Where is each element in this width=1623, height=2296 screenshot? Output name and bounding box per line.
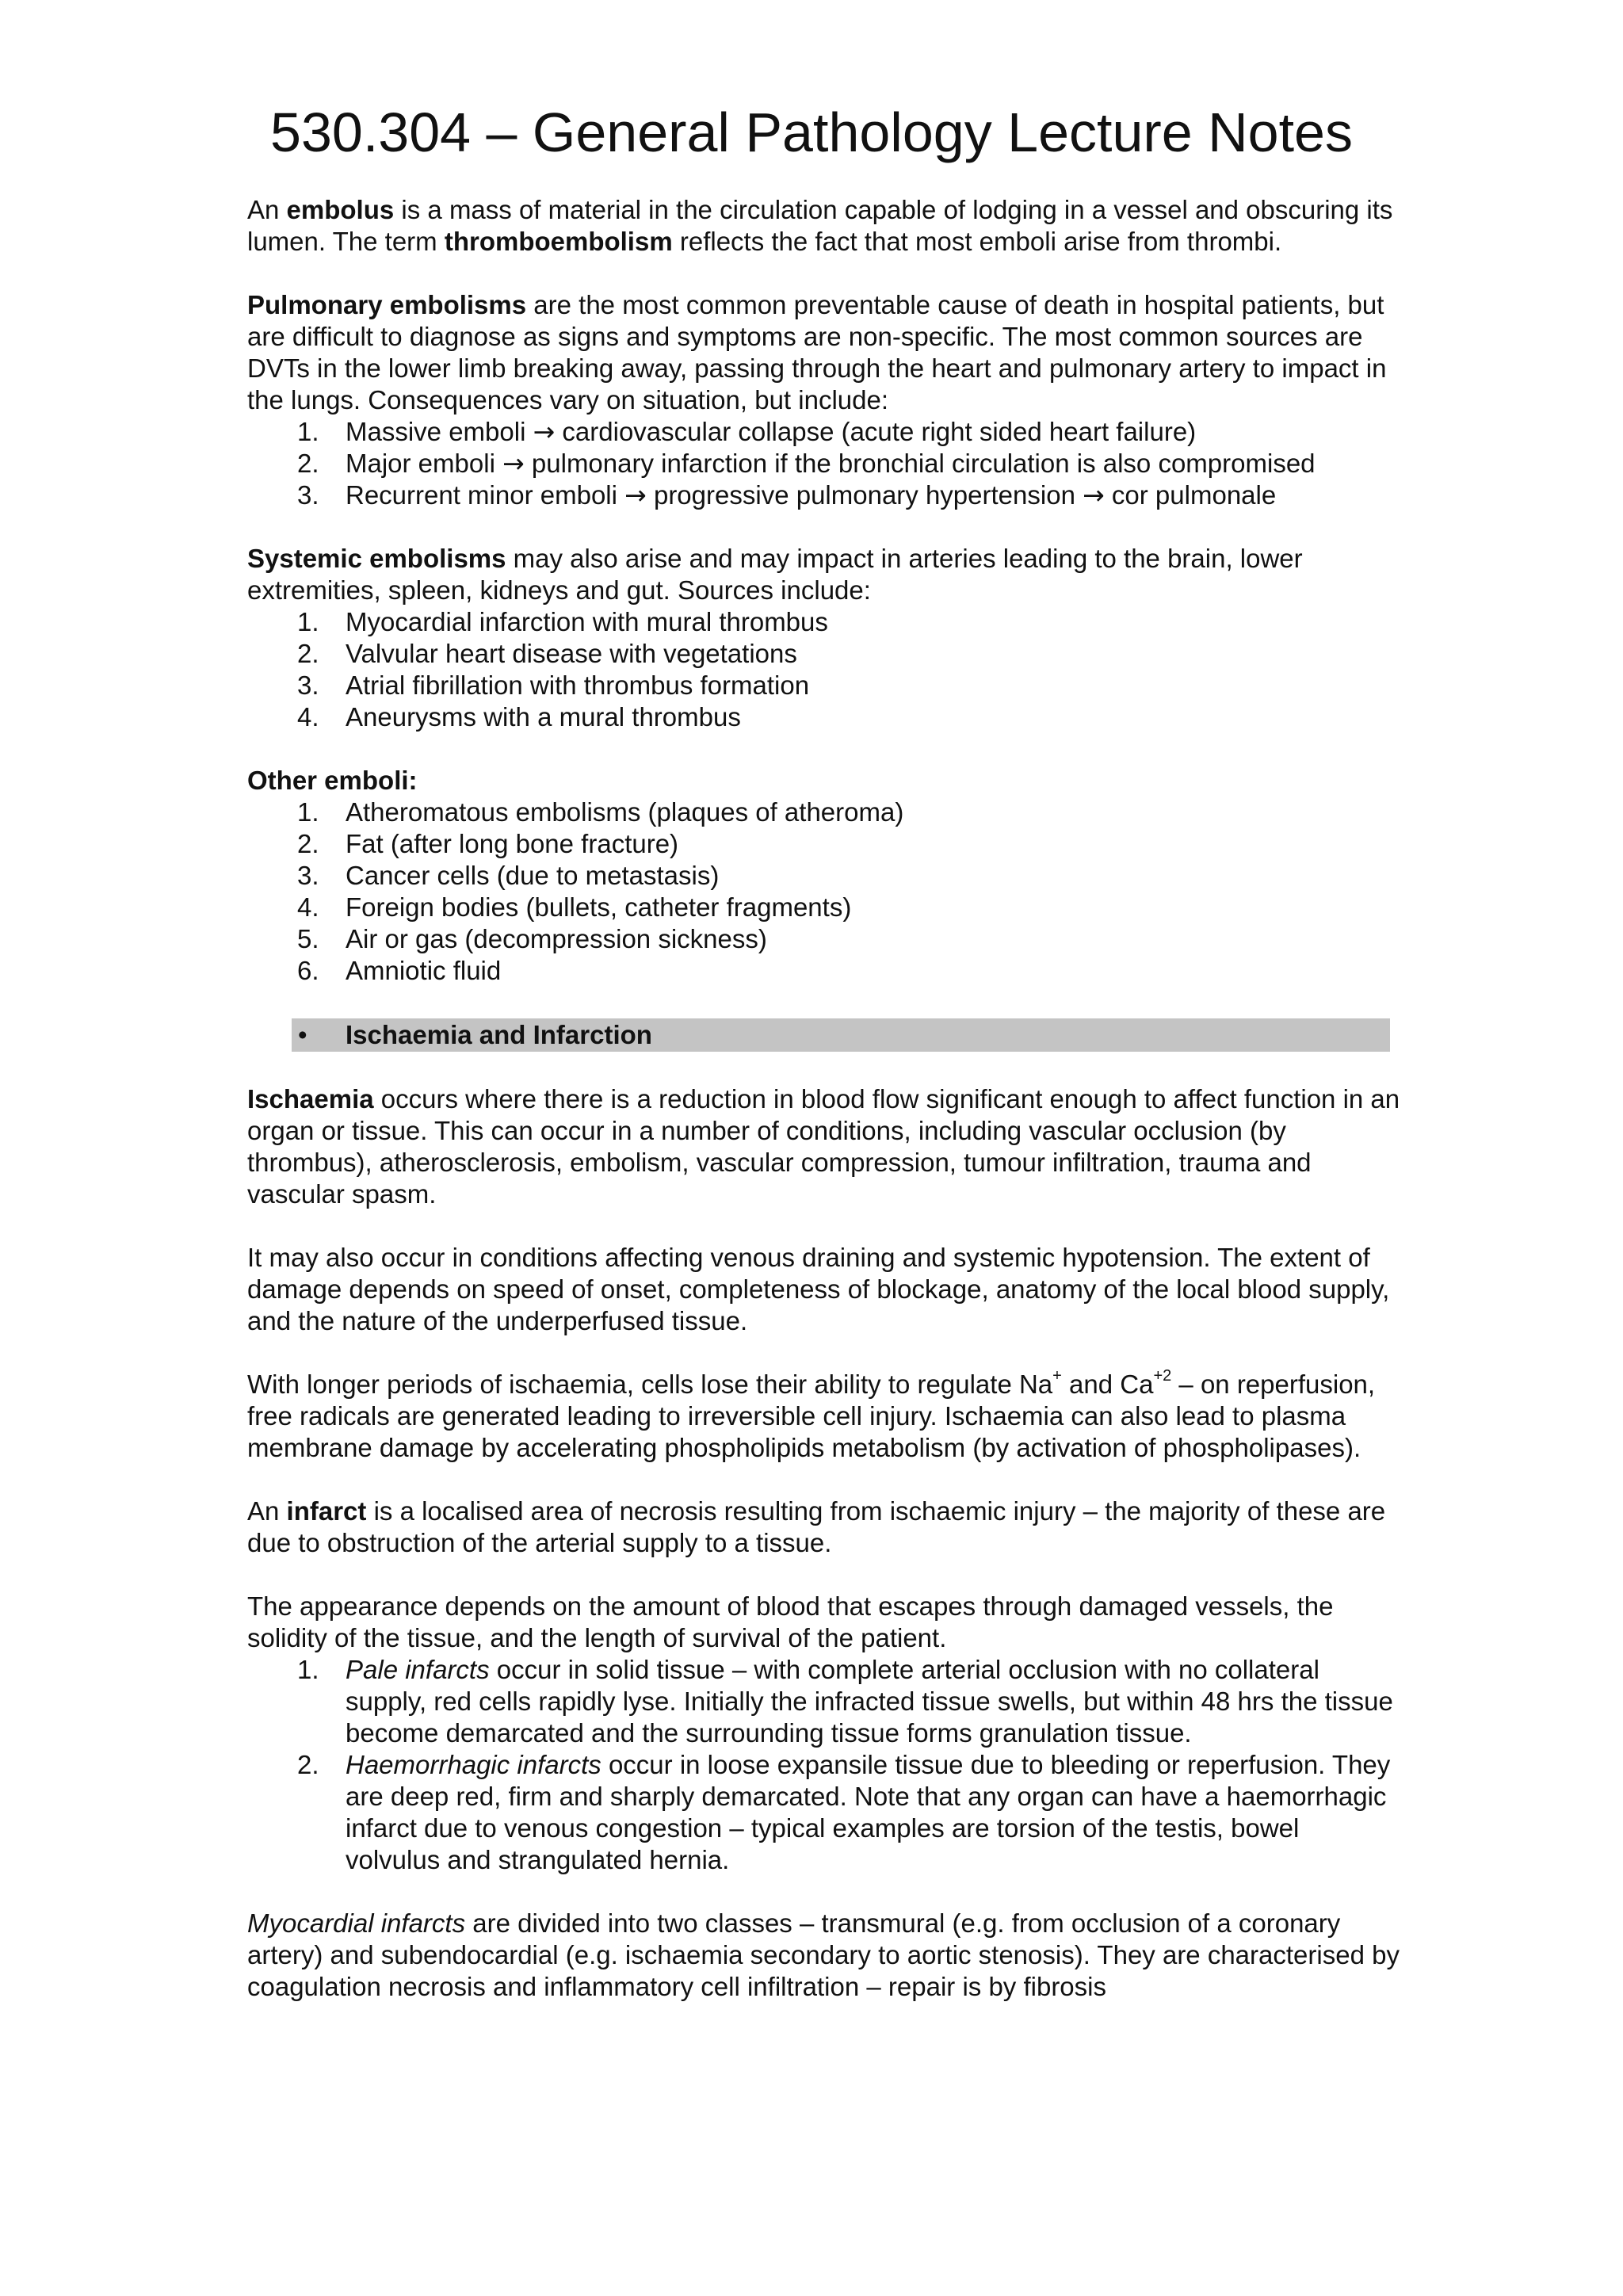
list-number: 1. [297,607,319,636]
bullet-icon: • [298,1020,307,1049]
list-item [247,416,1400,448]
list-number: 2. [297,639,319,668]
list-number: 3. [297,861,319,890]
text-run: is a localised area of necrosis resulting from ischaemic injury – the majority of these are due to obstruction of the arterial supply to a tissue. [247,1496,1386,1557]
section-heading-text: Ischaemia and Infarction [346,1020,652,1049]
paragraph-systemic-embolisms [247,543,1400,606]
text-run: cardiovascular collapse (acute right sided heart failure) [562,417,1197,446]
list-number: 2. [297,449,319,478]
document-body [247,194,1400,2003]
list-item [247,923,1400,955]
paragraph-infarct-definition [247,1496,1400,1559]
arrow-right-icon: → [624,479,647,510]
list-text: Foreign bodies (bullets, catheter fragments) [346,892,852,922]
term-haemorrhagic-infarcts: Haemorrhagic infarcts [346,1750,601,1779]
list-number: 1. [297,1655,319,1684]
list-item [247,892,1400,923]
text-run: With longer periods of ischaemia, cells lose their ability to regulate Na [247,1370,1053,1399]
list-other-emboli [247,797,1400,987]
text-run: reflects the fact that most emboli arise from thrombi. [679,227,1282,256]
list-text: Valvular heart disease with vegetations [346,639,797,668]
list-number: 1. [297,417,319,446]
text-run: progressive pulmonary hypertension [653,480,1075,510]
term-ischaemia: Ischaemia [247,1084,374,1114]
text-run: are the most common preventable cause of death in hospital patients, but are difficult to diagnose as signs and symptoms are non-specific. The most common sources are DVTs in the lower limb breaking away, passing through the heart and pulmonary artery to impact in the lungs. Consequences vary on situation, but include: [247,290,1387,415]
paragraph-infarct-appearance: The appearance depends on the amount of blood that escapes through damaged vessels, the solidity of the tissue, and the length of survival of the patient. [247,1591,1334,1652]
list-pulmonary-consequences [247,416,1400,511]
list-text: Fat (after long bone fracture) [346,829,679,858]
text-run: occurs where there is a reduction in blood flow significant enough to affect function in an organ or tissue. This can occur in a number of conditions, including vascular occlusion (by thrombus), atherosclerosis, embolism, vascular compression, tumour infiltration, trauma and vascular spasm. [247,1084,1400,1209]
superscript: + [1052,1367,1062,1385]
list-infarct-types [247,1654,1400,1876]
text-run: and Ca [1069,1370,1154,1399]
section-heading-ischaemia-infarction [292,1018,1390,1052]
list-number: 4. [297,892,319,922]
list-text: Air or gas (decompression sickness) [346,924,767,953]
term-pulmonary-embolisms: Pulmonary embolisms [247,290,527,319]
paragraph-ischaemia-definition [247,1083,1400,1210]
list-text: occur in solid tissue – with complete arterial occlusion with no collateral supply, red cells rapidly lyse. Initially the infracted tissue swells, but within 48 hrs the tissue become demarcated and the surrounding tissue forms granulation tissue. [346,1655,1393,1748]
list-text: Amniotic fluid [346,956,502,985]
list-text: Aneurysms with a mural thrombus [346,702,741,732]
list-number: 3. [297,480,319,510]
list-number: 4. [297,702,319,732]
list-systemic-sources [247,606,1400,733]
text-run: is a mass of material in the circulation capable of lodging in a vessel and obscuring its lumen. The term [247,195,1393,256]
list-item [247,606,1400,638]
text-run: cor pulmonale [1111,480,1277,510]
text-run: are divided into two classes – transmural (e.g. from occlusion of a coronary artery) and subendocardial (e.g. ischaemia secondary to aortic stenosis). They are characterised by coagulation necrosis and inflammatory cell infiltration – repair is by fibrosis [247,1908,1400,2001]
list-number: 1. [297,797,319,827]
term-embolus: embolus [286,195,395,224]
heading-other-emboli [247,765,1400,797]
list-item [247,670,1400,701]
list-text: Atheromatous embolisms (plaques of atheroma) [346,797,904,827]
page-title: 530.304 – General Pathology Lecture Notes [270,101,1353,163]
term-myocardial-infarcts: Myocardial infarcts [247,1908,466,1938]
term-pale-infarcts: Pale infarcts [346,1655,490,1684]
term-systemic-embolisms: Systemic embolisms [247,544,506,573]
list-item [247,479,1400,511]
arrow-right-icon: → [533,416,556,447]
text-run: Major emboli [346,449,495,478]
list-text: occur in loose expansile tissue due to bleeding or reperfusion. They are deep red, firm and sharply demarcated. Note that any organ can have a haemorrhagic infarct due to venous congestion – typical examples are torsion of the testis, bowel volvulus and strangulated hernia. [346,1750,1391,1874]
list-item [247,860,1400,892]
paragraph-embolus-definition [247,194,1400,258]
paragraph-pulmonary-embolisms [247,289,1400,416]
superscript: +2 [1153,1367,1172,1385]
list-item [247,638,1400,670]
text-run: An [247,1496,280,1526]
paragraph-myocardial-infarcts [247,1908,1400,2003]
arrow-right-icon: → [502,448,525,479]
list-item [247,955,1400,987]
list-item [247,1749,1400,1876]
term-infarct: infarct [286,1496,367,1526]
text-run: An [247,195,280,224]
text-run: Massive emboli [346,417,526,446]
list-item [247,701,1400,733]
text-run: may also arise and may impact in arteries leading to the brain, lower extremities, spleen, kidneys and gut. Sources include: [247,544,1303,605]
list-number: 5. [297,924,319,953]
list-text: Cancer cells (due to metastasis) [346,861,720,890]
list-item [247,448,1400,479]
text-run: Recurrent minor emboli [346,480,617,510]
list-text: Myocardial infarction with mural thrombus [346,607,828,636]
arrow-right-icon: → [1083,479,1105,510]
text-run: Other emboli: [247,766,418,795]
text-run: pulmonary infarction if the bronchial circulation is also compromised [531,449,1316,478]
list-number: 2. [297,1750,319,1779]
list-text: Atrial fibrillation with thrombus formation [346,670,810,700]
paragraph-ischaemia-reperfusion [247,1369,1400,1464]
list-number: 2. [297,829,319,858]
list-item [247,1654,1400,1749]
term-thromboembolism: thromboembolism [444,227,673,256]
text-run: – on reperfusion, free radicals are generated leading to irreversible cell injury. Ischaemia can also lead to plasma membrane damage by accelerating phospholipids metabolism (by activation of phospholipases). [247,1370,1376,1462]
paragraph-ischaemia-venous: It may also occur in conditions affecting venous draining and systemic hypotension. The extent of damage depends on speed of onset, completeness of blockage, anatomy of the local blood supply, and the nature of the underperfused tissue. [247,1243,1390,1335]
list-number: 3. [297,670,319,700]
list-number: 6. [297,956,319,985]
list-item [247,797,1400,828]
list-item [247,828,1400,860]
